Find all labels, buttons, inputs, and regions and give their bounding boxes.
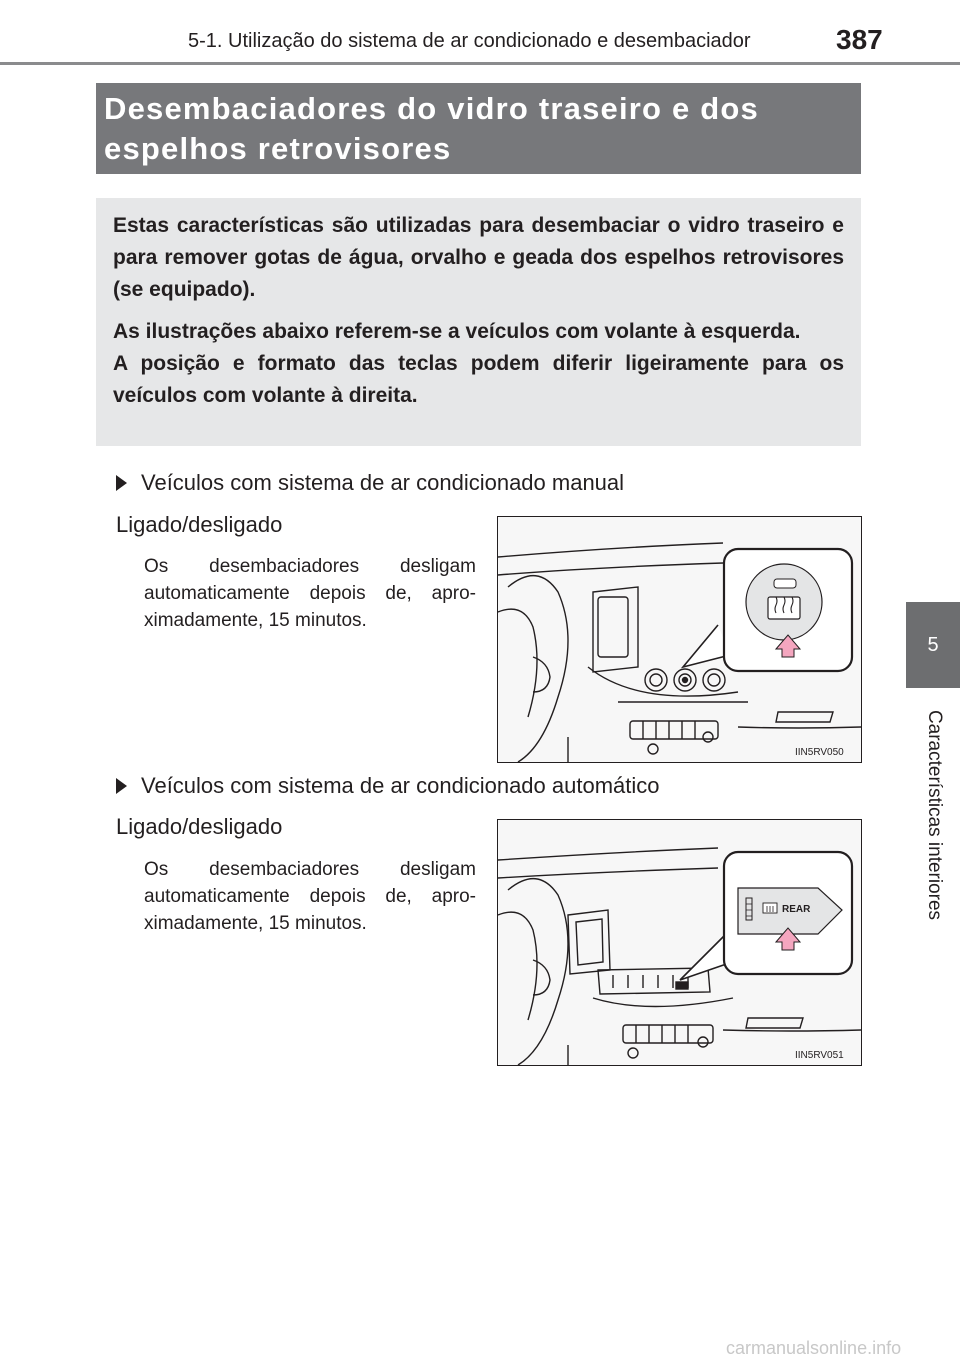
- intro-paragraph-2-line2: A posição e formato das teclas podem diferir ligeiramente para os veículos com volante à direita.: [113, 352, 844, 407]
- automatic-description: Os desembaciadores desligam automaticamente depois de, apro-ximadamente, 15 minutos.: [144, 859, 476, 934]
- triangle-bullet-icon: [116, 778, 127, 794]
- manual-figure-code: IIN5RV050: [795, 747, 844, 758]
- page-number: 387: [836, 24, 883, 55]
- intro-box: [96, 198, 861, 446]
- header-rule: [0, 62, 960, 65]
- chapter-label: [914, 700, 954, 930]
- automatic-subheading: Ligado/desligado: [116, 814, 283, 839]
- chapter-label-text: Características interiores: [924, 709, 945, 921]
- rear-button-label: REAR: [782, 904, 811, 915]
- section-title-line2: espelhos retrovisores: [104, 131, 452, 166]
- triangle-bullet-icon: [116, 475, 127, 491]
- automatic-heading-text: Veículos com sistema de ar condicionado automático: [141, 773, 660, 798]
- intro-paragraph-1: Estas características são utilizadas para desembaciar o vidro traseiro e para remover gotas de água, orvalho e geada dos espelhos retrovisores (se equipado).: [113, 214, 844, 301]
- manual-subheading: Ligado/desligado: [116, 512, 283, 537]
- automatic-figure-code: IIN5RV051: [795, 1050, 844, 1061]
- automatic-heading: [116, 773, 660, 799]
- intro-paragraph-2: [113, 316, 844, 412]
- running-header-title: 5-1. Utilização do sistema de ar condicionado e desembaciador: [188, 30, 751, 52]
- section-title: [104, 89, 853, 169]
- intro-paragraph-2-line1: As ilustrações abaixo referem-se a veículos com volante à esquerda.: [113, 320, 801, 343]
- chapter-tab: [906, 602, 960, 688]
- automatic-dashboard-figure: [497, 819, 862, 1066]
- manual-description: Os desembaciadores desligam automaticamente depois de, apro-ximadamente, 15 minutos.: [144, 556, 476, 631]
- automatic-dashboard-illustration: [498, 820, 861, 1065]
- section-title-box: [96, 83, 861, 174]
- manual-dashboard-illustration: [498, 517, 861, 762]
- watermark: carmanualsonline.info: [726, 1338, 902, 1358]
- manual-dashboard-figure: [497, 516, 862, 763]
- section-title-line1: Desembaciadores do vidro traseiro e dos: [104, 91, 759, 126]
- manual-heading-text: Veículos com sistema de ar condicionado manual: [141, 470, 625, 495]
- chapter-number: 5: [927, 633, 939, 656]
- manual-heading: [116, 470, 624, 496]
- defogger-button-icon: [746, 564, 822, 640]
